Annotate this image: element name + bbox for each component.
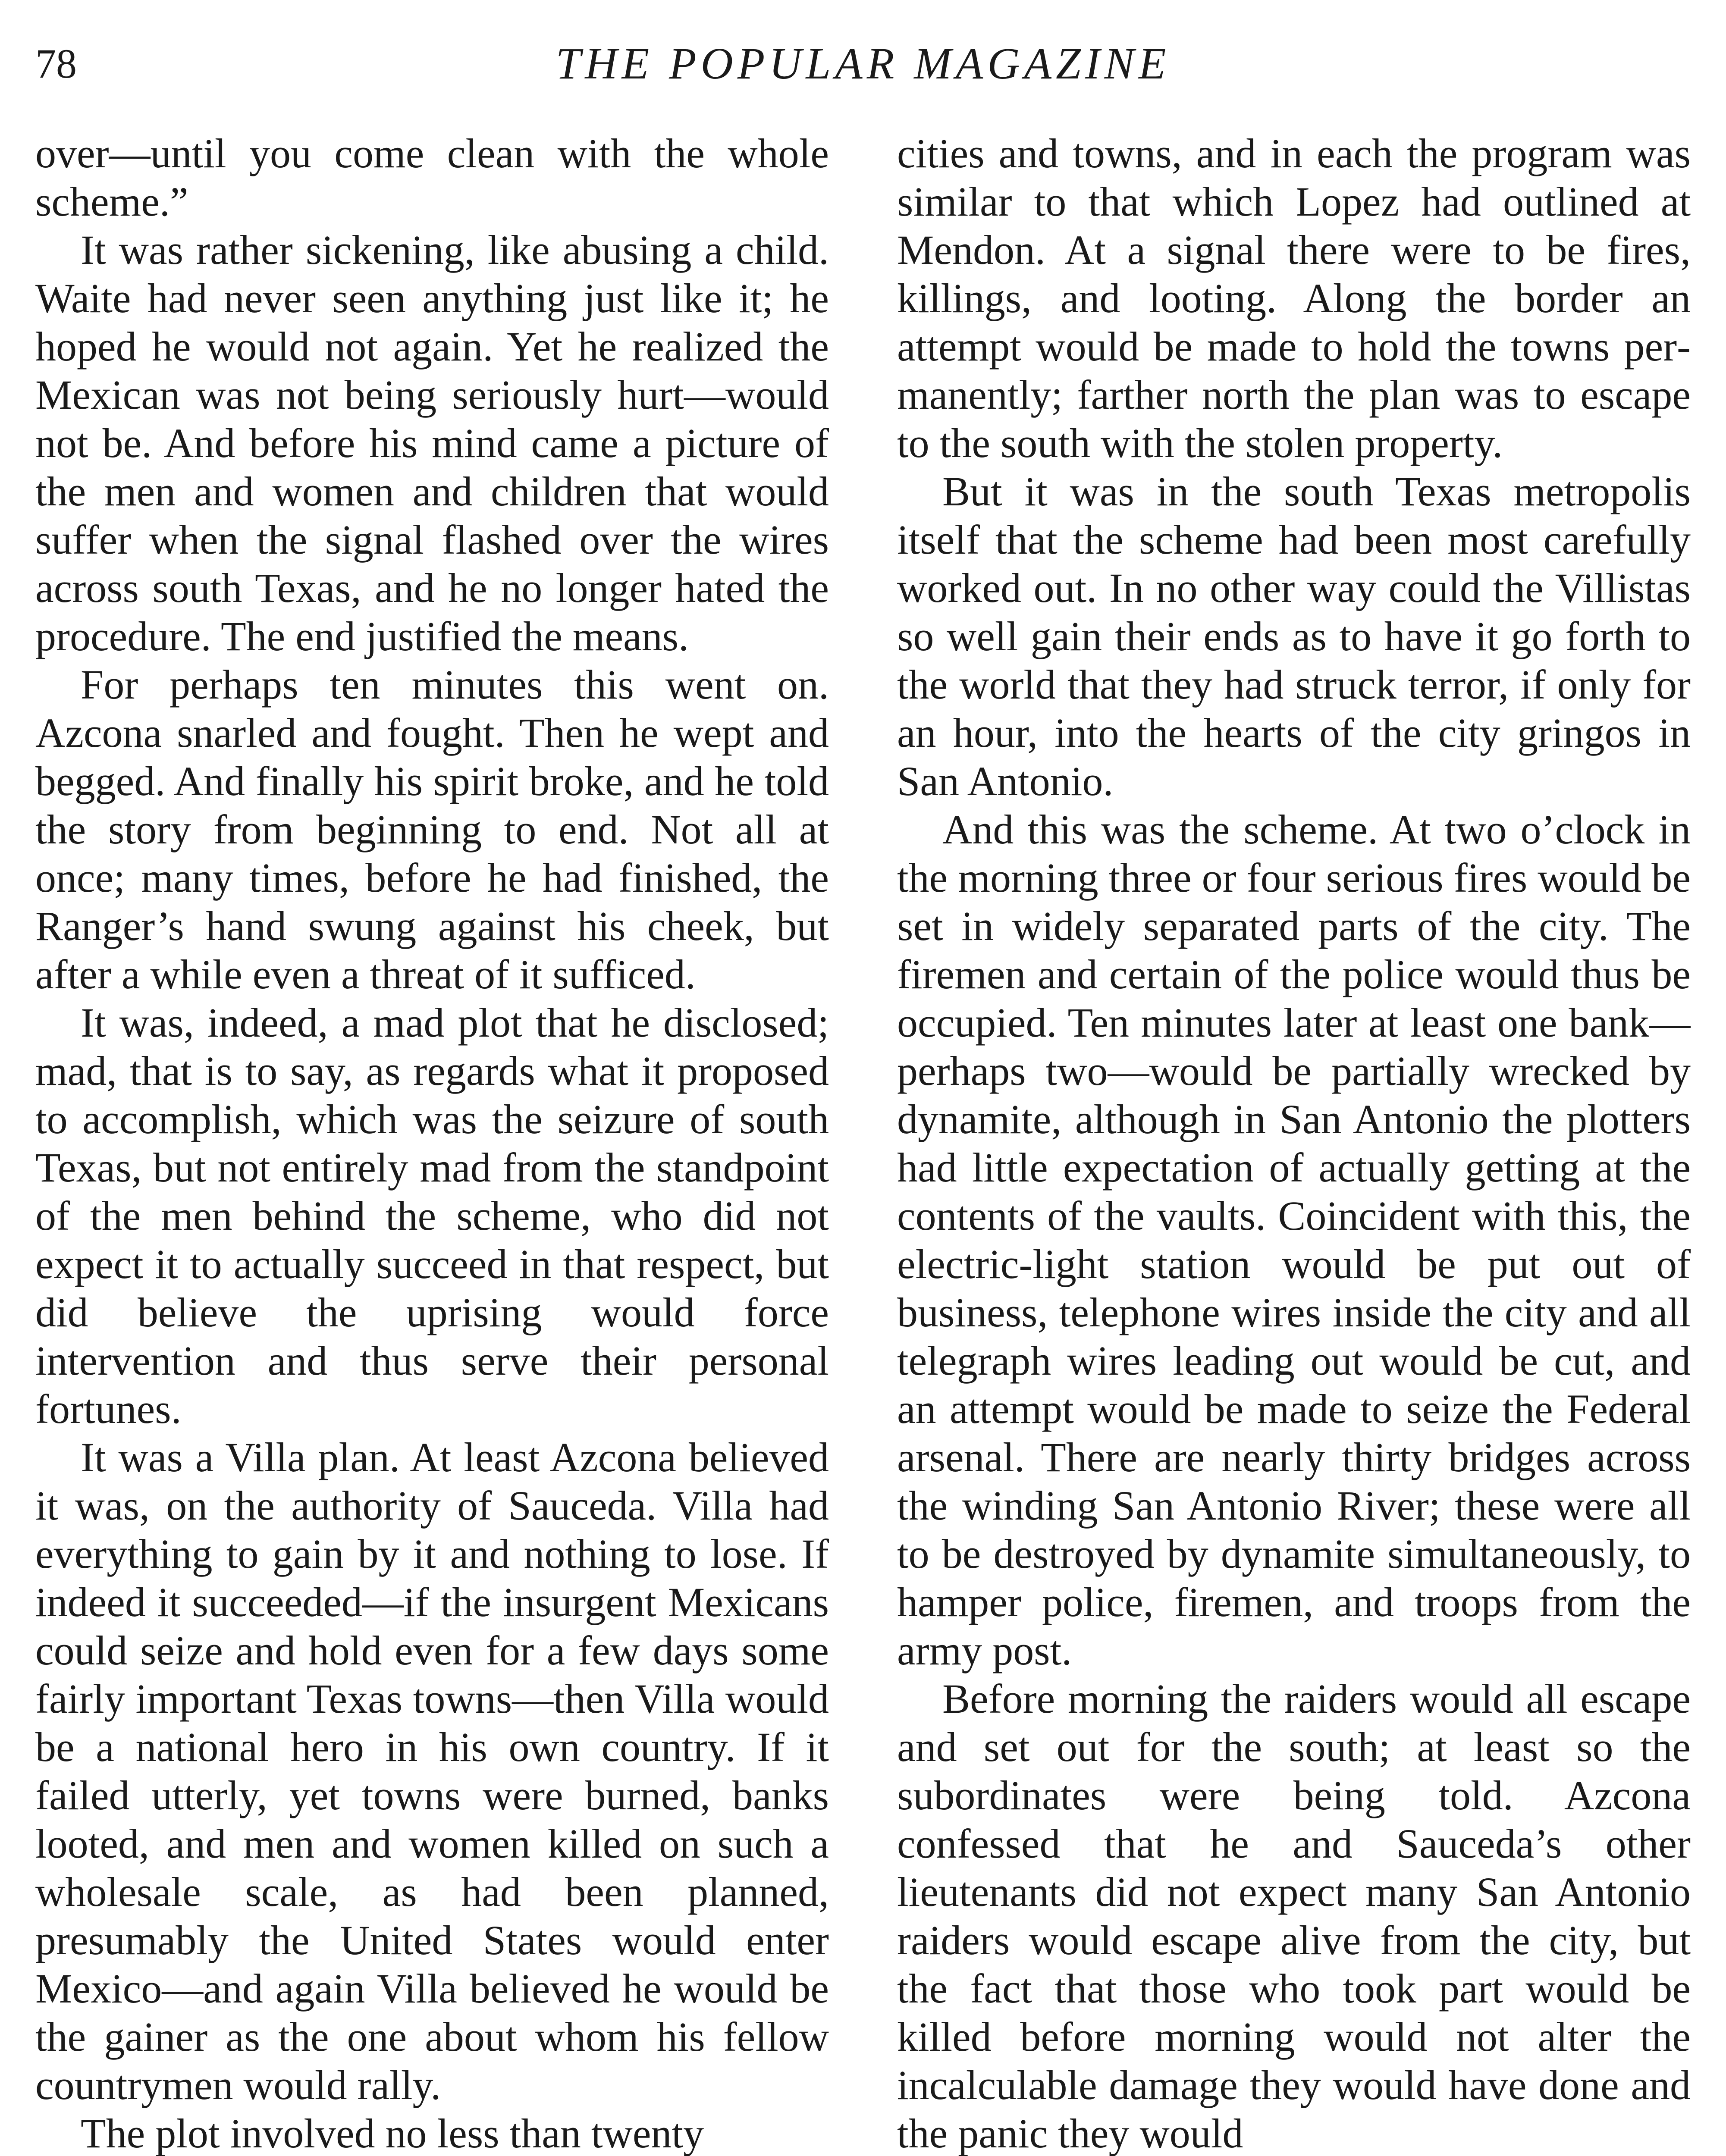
text-column-left xyxy=(35,129,829,2156)
paragraph: And this was the scheme. At two o’clock in the morning three or four serious fires would be set in widely separated parts of the city. The firemen and certain of the police would thus be occupied. Ten minutes later at least one bank—perhaps two—would be partially wrecked by dynamite, although in San Antonio the plotters had little expectation of actually getting at the contents of the vaults. Coincident with this, the electric-light station would be put out of business, telephone wires inside the city and all telegraph wires leading out would be cut, and an attempt would be made to seize the Federal arsenal. There are nearly thirty bridges across the winding San Antonio River; these were all to be destroyed by dynamite simultaneously, to hamper police, firemen, and troops from the army post. xyxy=(897,806,1691,1673)
paragraph: The plot involved no less than twenty xyxy=(81,2110,704,2156)
running-head-title: THE POPULAR MAGAZINE xyxy=(555,39,1171,88)
paragraph: over—until you come clean with the whole scheme.” xyxy=(35,130,829,225)
paragraph: It was rather sickening, like abusing a child. Waite had never seen anything just like it; he hoped he would not again. Yet he realized the Mexican was not being seriously hurt—would not be. And before his mind came a picture of the men and women and children that would suffer when the signal flashed over the wires across south Texas, and he no longer hated the procedure. The end justified the means. xyxy=(35,227,829,659)
text-column-right xyxy=(897,129,1691,2156)
paragraph: cities and towns, and in each the program was similar to that which Lopez had outlined at Mendon. At a signal there were to be fires, killings, and looting. Along the border an attempt would be made to hold the towns permanently; farther north the plan was to escape to the south with the stolen property. xyxy=(897,130,1691,466)
paragraph: But it was in the south Texas metropolis itself that the scheme had been most carefully worked out. In no other way could the Villistas so well gain their ends as to have it go forth to the world that they had struck terror, if only for an hour, into the hearts of the city gringos in San Antonio. xyxy=(897,468,1691,804)
paragraph: Before morning the raiders would all escape and set out for the south; at least so the subordinates were being told. Azcona confessed that he and Sauceda’s other lieutenants did not expect many San Antonio raiders would escape alive from the city, but the fact that those who took part would be killed before morning would not alter the incalculable damage they would have done and the panic they would xyxy=(897,1676,1691,2156)
paragraph: It was, indeed, a mad plot that he disclosed; mad, that is to say, as regards what it proposed to accomplish, which was the seizure of south Texas, but not entirely mad from the standpoint of the men behind the scheme, who did not expect it to actually succeed in that respect, but did believe the uprising would force intervention and thus serve their personal fortunes. xyxy=(35,1000,829,1432)
paragraph: It was a Villa plan. At least Azcona believed it was, on the authority of Sauceda. Villa had everything to gain by it and nothing to lose. If indeed it succeeded—if the insurgent Mexicans could seize and hold even for a few days some fairly important Texas towns—then Villa would be a national hero in his own country. If it failed utterly, yet towns were burned, banks looted, and men and women killed on such a wholesale scale, as had been planned, presumably the United States would enter Mexico—and again Villa believed he would be the gainer as the one about whom his fellow countrymen would rally. xyxy=(35,1434,829,2108)
page-number: 78 xyxy=(35,41,77,87)
paragraph: For perhaps ten minutes this went on. Azcona snarled and fought. Then he wept and begged. And finally his spirit broke, and he told the story from beginning to end. Not all at once; many times, before he had finished, the Ranger’s hand swung against his cheek, but after a while even a threat of it sufficed. xyxy=(35,661,829,997)
